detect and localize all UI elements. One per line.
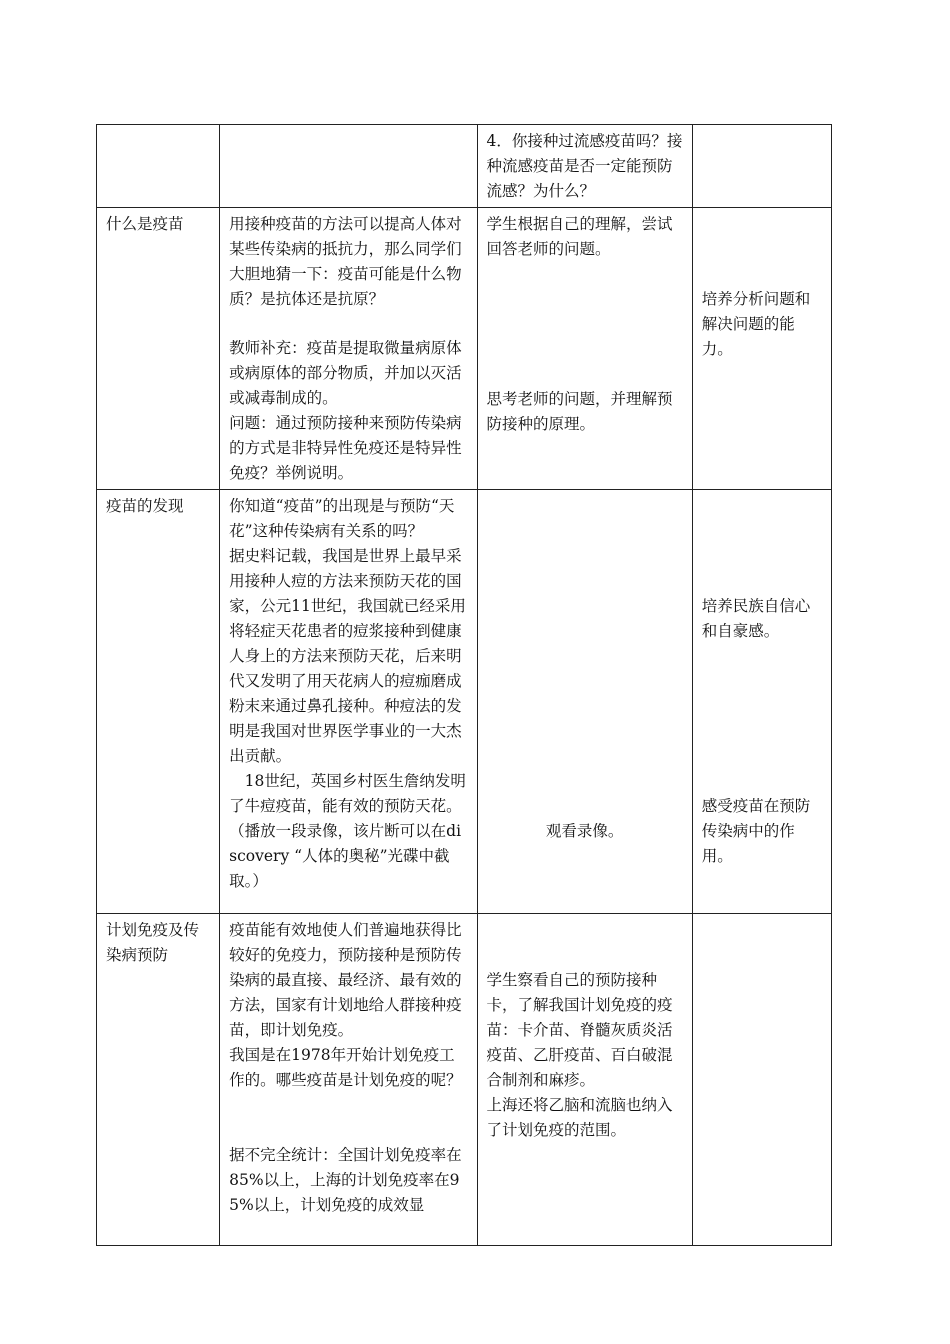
design-intent-cell: [692, 208, 831, 490]
table-row: [97, 914, 832, 1246]
section-cell: 计划免疫及传染病预防: [97, 914, 220, 1246]
paragraph: 观看录像。: [545, 822, 624, 840]
section-cell: [97, 125, 220, 208]
paragraph: 学生察看自己的预防接种卡，了解我国计划免疫的疫苗：卡介苗、脊髓灰质炎活疫苗、乙肝疫苗、百白破混合制剂和麻疹。: [486, 971, 673, 1089]
paragraph: 问题：通过预防接种来预防传染病的方式是非特异性免疫还是特异性免疫？举例说明。: [229, 414, 462, 482]
paragraph: 4．你接种过流感疫苗吗？接种流感疫苗是否一定能预防流感？为什么？: [486, 132, 683, 200]
paragraph: 上海还将乙脑和流脑也纳入了计划免疫的范围。: [486, 1096, 673, 1139]
teacher-activity-cell: [220, 490, 477, 914]
student-activity-cell: [477, 208, 692, 490]
paragraph: 18世纪，英国乡村医生詹纳发明了牛痘疫苗，能有效的预防天花。（播放一段录像，该片断可以在discovery “人体的奥秘”光碟中截取。）: [229, 772, 466, 890]
teacher-activity-cell: [220, 208, 477, 490]
paragraph: 培养分析问题和解决问题的能力。: [701, 290, 811, 358]
design-intent-cell: [692, 914, 831, 1246]
lesson-plan-table: [96, 124, 832, 1246]
paragraph: 我国是在1978年开始计划免疫工作的。哪些疫苗是计划免疫的呢？: [229, 1046, 462, 1089]
paragraph: 据不完全统计：全国计划免疫率在85%以上，上海的计划免疫率在95%以上，计划免疫的成效显: [229, 1146, 462, 1214]
teacher-activity-cell: [220, 914, 477, 1246]
teacher-activity-cell: [220, 125, 477, 208]
student-activity-cell: [477, 490, 692, 914]
section-cell: 疫苗的发现: [97, 490, 220, 914]
student-activity-cell: [477, 914, 692, 1246]
paragraph: 据史料记载，我国是世界上最早采用接种人痘的方法来预防天花的国家，公元11世纪，我国就已经采用将轻症天花患者的痘浆接种到健康人身上的方法来预防天花，后来明代又发明了用天花病人的痘痂磨成粉末来通过鼻孔接种。种痘法的发明是我国对世界医学事业的一大杰出贡献。: [229, 547, 466, 765]
paragraph: 思考老师的问题，并理解预防接种的原理。: [486, 390, 673, 433]
paragraph: 你知道“疫苗”的出现是与预防“天花”这种传染病有关系的吗？: [229, 497, 455, 540]
table-row: [97, 208, 832, 490]
design-intent-cell: [692, 490, 831, 914]
paragraph: 感受疫苗在预防传染病中的作用。: [701, 797, 811, 865]
design-intent-cell: [692, 125, 831, 208]
paragraph: 学生根据自己的理解，尝试回答老师的问题。: [486, 215, 673, 258]
paragraph: 疫苗能有效地使人们普遍地获得比较好的免疫力，预防接种是预防传染病的最直接、最经济、最有效的方法，国家有计划地给人群接种疫苗，即计划免疫。: [229, 921, 462, 1039]
section-cell: 什么是疫苗: [97, 208, 220, 490]
paragraph: 用接种疫苗的方法可以提高人体对某些传染病的抵抗力，那么同学们大胆地猜一下：疫苗可能是什么物质？是抗体还是抗原？: [229, 215, 462, 308]
table-row: [97, 490, 832, 914]
paragraph: 教师补充：疫苗是提取微量病原体或病原体的部分物质，并加以灭活或减毒制成的。: [229, 339, 462, 407]
table-row: [97, 125, 832, 208]
student-activity-cell: [477, 125, 692, 208]
paragraph: 培养民族自信心和自豪感。: [701, 597, 811, 640]
